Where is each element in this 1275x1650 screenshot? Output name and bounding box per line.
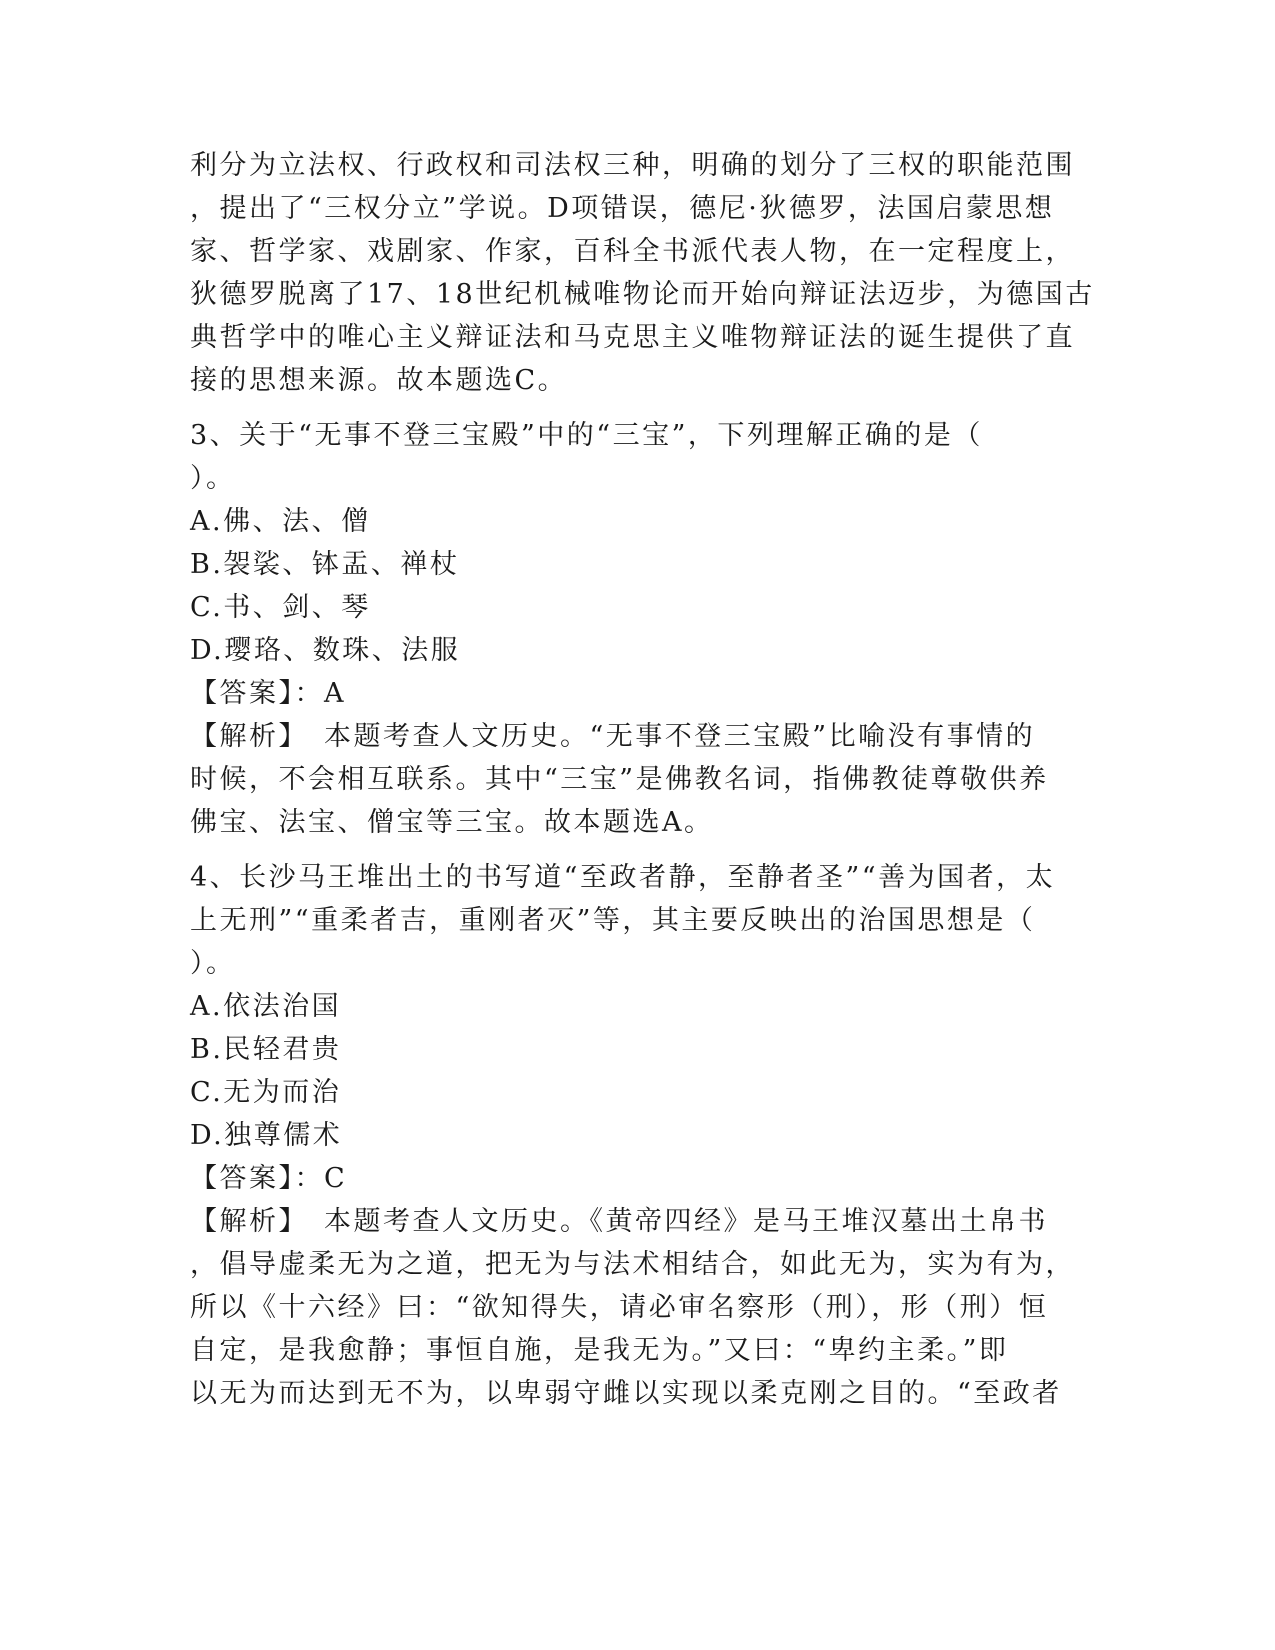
option-c: C.书、剑、琴: [190, 592, 371, 623]
document-page: [190, 144, 1095, 1415]
text-line: 家、哲学家、戏剧家、作家，百科全书派代表人物，在一定程度上，: [190, 236, 1075, 267]
explanation-line: 时候，不会相互联系。其中“三宝”是佛教名词，指佛教徒尊敬供养: [190, 764, 1049, 795]
text-line: 狄德罗脱离了17、18世纪机械唯物论而开始向辩证法迈步，为德国古: [190, 279, 1095, 310]
question-stem: ）。: [190, 948, 236, 979]
answer-line: 【答案】：A: [190, 678, 346, 709]
text-line: 接的思想来源。故本题选C。: [190, 365, 568, 396]
text-line: 利分为立法权、行政权和司法权三种，明确的划分了三权的职能范围: [190, 150, 1075, 181]
explanation-line: 所以《十六经》曰：“欲知得失，请必审名察形（刑），形（刑）恒: [190, 1292, 1049, 1323]
option-d: D.独尊儒术: [190, 1120, 343, 1151]
question-stem: 4、长沙马王堆出土的书写道“至政者静，至静者圣”“善为国者，太: [190, 862, 1056, 893]
question-stem: 3、关于“无事不登三宝殿”中的“三宝”，下列理解正确的是（: [190, 420, 983, 451]
previous-explanation: [190, 144, 1095, 402]
explanation-line: 【解析】 本题考查人文历史。《黄帝四经》是马王堆汉墓出土帛书: [190, 1206, 1048, 1237]
question-stem: 上无刑”“重柔者吉，重刚者灭”等，其主要反映出的治国思想是（: [190, 905, 1036, 936]
explanation-line: 佛宝、法宝、僧宝等三宝。故本题选A。: [190, 807, 714, 838]
text-line: 典哲学中的唯心主义辩证法和马克思主义唯物辩证法的诞生提供了直: [190, 322, 1075, 353]
explanation-line: 自定，是我愈静；事恒自施，是我无为。”又曰：“卑约主柔。”即: [190, 1335, 1009, 1366]
question-4: [190, 856, 1090, 1415]
question-3: [190, 414, 1090, 844]
answer-line: 【答案】：C: [190, 1163, 348, 1194]
question-stem: ）。: [190, 463, 236, 494]
option-d: D.璎珞、数珠、法服: [190, 635, 461, 666]
explanation-line: 以无为而达到无不为，以卑弱守雌以实现以柔克刚之目的。“至政者: [190, 1378, 1062, 1409]
text-line: ，提出了“三权分立”学说。D项错误，德尼·狄德罗，法国启蒙思想: [190, 193, 1055, 224]
explanation-line: 【解析】 本题考查人文历史。“无事不登三宝殿”比喻没有事情的: [190, 721, 1036, 752]
option-a: A.佛、法、僧: [190, 506, 371, 537]
explanation-line: ，倡导虚柔无为之道，把无为与法术相结合，如此无为，实为有为，: [190, 1249, 1075, 1280]
option-c: C.无为而治: [190, 1077, 342, 1108]
option-b: B.民轻君贵: [190, 1034, 342, 1065]
option-b: B.袈裟、钵盂、禅杖: [190, 549, 460, 580]
option-a: A.依法治国: [190, 991, 342, 1022]
